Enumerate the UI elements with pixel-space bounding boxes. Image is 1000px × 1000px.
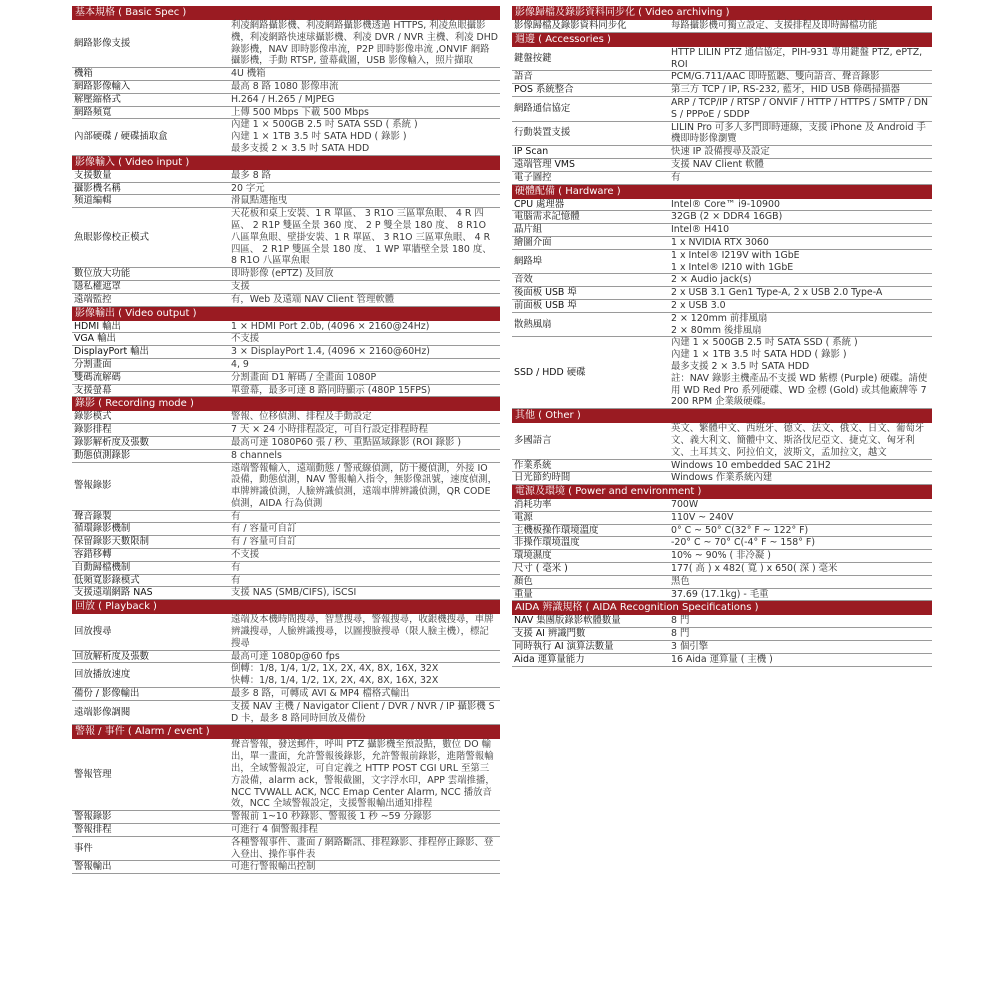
spec-section (72, 307, 500, 398)
spec-row (512, 159, 932, 172)
left-spec-column (72, 6, 500, 874)
spec-label: HDMI 輸出 (74, 320, 121, 332)
spec-row (512, 654, 932, 667)
spec-label: 遠端影像調閱 (74, 706, 131, 718)
spec-row (512, 20, 932, 33)
spec-label: 錄影排程 (74, 424, 112, 436)
spec-value: Intel® H410 (671, 224, 730, 236)
spec-label: IP Scan (514, 146, 549, 158)
spec-row (512, 576, 932, 589)
spec-row (72, 536, 500, 549)
spec-value: 遠端警報輸入，遠端動態 / 警戒線偵測，防干擾偵測，外接 IO 設備，動態偵測，NAV 警報輸入指令，無影像訊號，速度偵測，車牌辨識偵測，人臉辨識偵測，遠端車牌辨識偵測，QR CODE 偵測，AIDA 行為偵測 (231, 462, 497, 509)
spec-value: 1 x NVIDIA RTX 3060 (671, 236, 769, 248)
spec-value: 4U 機箱 (231, 68, 266, 80)
spec-row (72, 824, 500, 837)
spec-value: 有 / 容量可自訂 (231, 536, 297, 548)
spec-value: 滑鼠點選拖曳 (231, 195, 288, 207)
spec-row (72, 119, 500, 155)
spec-value: 支援 (231, 280, 250, 292)
spec-row (72, 268, 500, 281)
spec-label: 事件 (74, 842, 93, 854)
spec-label: 網路影像輸入 (74, 80, 131, 92)
spec-row (512, 237, 932, 250)
spec-value: 2 × 120mm 前排風扇 2 × 80mm 後排風扇 (671, 312, 768, 336)
spec-row (72, 183, 500, 196)
spec-value: 遠端及本機時間搜尋，智慧搜尋，警報搜尋，收銀機搜尋，車牌辨識搜尋，人臉辨識搜尋，以圖搜臉搜尋（限人臉主機），標記搜尋 (231, 614, 494, 649)
spec-label: 自動歸檔機制 (74, 561, 131, 573)
spec-row (72, 195, 500, 208)
spec-row (512, 287, 932, 300)
spec-row (512, 211, 932, 224)
spec-value: 可進行警報輸出控制 (231, 861, 316, 873)
spec-label: 支援螢幕 (74, 384, 112, 396)
spec-label: 魚眼影像校正模式 (74, 231, 150, 243)
spec-value: 3 × DisplayPort 1.4, (4096 × 2160@60Hz) (231, 346, 430, 358)
spec-row (72, 333, 500, 346)
spec-row (72, 463, 500, 511)
spec-value: 8 門 (671, 628, 690, 640)
spec-row (512, 472, 932, 485)
spec-row (512, 172, 932, 185)
spec-section (512, 409, 932, 485)
spec-value: 快速 IP 設備搜尋及設定 (671, 146, 770, 158)
spec-section (512, 185, 932, 410)
spec-row (72, 549, 500, 562)
spec-value: 1 × HDMI Port 2.0b, (4096 × 2160@24Hz) (231, 320, 430, 332)
spec-value: Intel® Core™ i9-10900 (671, 198, 780, 210)
spec-label: 低頻寬影錄模式 (74, 574, 140, 586)
spec-label: 分割畫面 (74, 358, 112, 370)
spec-row (72, 587, 500, 600)
spec-value: 1 x Intel® I219V with 1GbE 1 x Intel® I210 with 1GbE (671, 249, 800, 273)
spec-row (72, 346, 500, 359)
spec-label: 語音 (514, 71, 533, 83)
spec-row (512, 525, 932, 538)
spec-row (72, 437, 500, 450)
spec-value: Windows 作業系統內建 (671, 472, 773, 484)
spec-label: 網路通信協定 (514, 102, 571, 114)
spec-row (72, 663, 500, 688)
spec-row (72, 294, 500, 307)
spec-row (72, 811, 500, 824)
spec-value: 3 個引擎 (671, 641, 709, 653)
spec-label: 解壓縮格式 (74, 93, 121, 105)
section-header: 週邊 ( Accessories ) (512, 33, 932, 47)
spec-label: 動態偵測錄影 (74, 449, 131, 461)
spec-value: 有 (231, 510, 241, 522)
spec-value: 單螢幕，最多可達 8 路同時顯示 (480P 15FPS) (231, 384, 431, 396)
spec-section (72, 397, 500, 600)
section-header: 警報 / 事件 ( Alarm / event ) (72, 725, 500, 739)
spec-value: Windows 10 embedded SAC 21H2 (671, 459, 831, 471)
spec-row (512, 300, 932, 313)
spec-label: 環境濕度 (514, 550, 552, 562)
spec-value: 最多 8 路，可轉成 AVI & MP4 檔格式輸出 (231, 688, 410, 700)
spec-label: 隱私權遮罩 (74, 280, 121, 292)
spec-value: 每路攝影機可獨立設定、支援排程及即時歸檔功能 (671, 20, 878, 31)
spec-label: 回放搜尋 (74, 626, 112, 638)
spec-label: 電子圖控 (514, 171, 552, 183)
spec-value: 37.69 (17.1kg) - 毛重 (671, 588, 769, 600)
spec-value: 各種警報事件、畫面 / 網路斷訊、排程錄影、排程停止錄影、登入登出、操作事件表 (231, 836, 494, 860)
spec-row (512, 47, 932, 72)
spec-label: 前面板 USB 埠 (514, 299, 577, 311)
section-header: 其他 ( Other ) (512, 409, 932, 423)
spec-row (72, 170, 500, 183)
section-header: 影像歸檔及錄影資料同步化 ( Video archiving ) (512, 6, 932, 20)
spec-label: 顏色 (514, 575, 533, 587)
spec-row (72, 688, 500, 701)
spec-value: 內建 1 × 500GB 2.5 吋 SATA SSD ( 系統 ) 內建 1 × 1TB 3.5 吋 SATA HDD ( 錄影 ) 最多支援 2 × 3.5 吋 SATA HDD 註：NAV 錄影主機產品不支援 WD 紫標 (Purple) 硬碟。請使用 WD Red Pro 系列硬碟、WD 金標 (Gold) 或其他廠牌等 7200 RPM 企業級硬碟。 (671, 337, 928, 408)
spec-label: 遠端管理 VMS (514, 158, 575, 170)
spec-value: 最高可達 1080p@60 fps (231, 650, 340, 662)
spec-label: 循環錄影機制 (74, 523, 131, 535)
spec-label: 警報排程 (74, 824, 112, 836)
spec-row (72, 385, 500, 398)
spec-section (72, 725, 500, 874)
spec-label: 警報錄影 (74, 480, 112, 492)
section-header: 硬體配備 ( Hardware ) (512, 185, 932, 199)
spec-value: PCM/G.711/AAC 即時監聽、雙向語音、聲音錄影 (671, 71, 880, 83)
spec-value: ARP / TCP/IP / RTSP / ONVIF / HTTP / HTTPS / SMTP / DNS / PPPoE / SDDP (671, 96, 929, 120)
spec-value: 32GB (2 × DDR4 16GB) (671, 211, 783, 223)
spec-label: 數位放大功能 (74, 268, 131, 280)
spec-row (72, 701, 500, 726)
spec-label: POS 系統整合 (514, 84, 574, 96)
spec-row (512, 641, 932, 654)
spec-label: 機箱 (74, 68, 93, 80)
section-header: 回放 ( Playback ) (72, 600, 500, 614)
spec-label: 支援遠端網路 NAS (74, 587, 153, 599)
spec-label: 網路埠 (514, 255, 543, 267)
spec-section (512, 601, 932, 666)
spec-row (72, 20, 500, 68)
spec-label: 非操作環境溫度 (514, 537, 580, 549)
section-header: 錄影 ( Recording mode ) (72, 397, 500, 411)
spec-row (72, 614, 500, 650)
spec-value: 分割畫面 D1 解碼 / 全畫面 1080P (231, 371, 377, 383)
spec-label: 回放播放速度 (74, 669, 131, 681)
spec-row (72, 424, 500, 437)
spec-row (512, 146, 932, 159)
spec-label: 錄影模式 (74, 411, 112, 423)
spec-label: SSD / HDD 硬碟 (514, 366, 586, 378)
spec-section (72, 156, 500, 307)
spec-section (72, 6, 500, 156)
spec-row (72, 281, 500, 294)
spec-label: 保留錄影天數限制 (74, 536, 150, 548)
spec-row (512, 499, 932, 512)
spec-row (512, 199, 932, 212)
spec-value: 700W (671, 499, 699, 511)
spec-value: 警報前 1~10 秒錄影、警報後 1 秒 ~59 分錄影 (231, 811, 432, 823)
spec-row (72, 107, 500, 120)
spec-value: 上傳 500 Mbps 下載 500 Mbps (231, 106, 369, 118)
spec-value: 有 (231, 561, 241, 573)
spec-row (512, 460, 932, 473)
spec-value: 4, 9 (231, 358, 249, 370)
spec-label: 消耗功率 (514, 499, 552, 511)
spec-value: 20 字元 (231, 182, 265, 194)
section-header: 電源及環境 ( Power and environment ) (512, 485, 932, 499)
spec-value: 英文、繁體中文、西班牙、德文、法文、俄文、日文、葡萄牙文、義大利文、簡體中文、斯洛伐尼亞文、捷克文、匈牙利文、土耳其文、阿拉伯文，波斯文，孟加拉文，越文 (671, 423, 925, 458)
spec-label: VGA 輸出 (74, 333, 116, 345)
spec-row (72, 562, 500, 575)
spec-value: 支援 NAV 主機 / Navigator Client / DVR / NVR / IP 攝影機 SD 卡，最多 8 路同時回放及備份 (231, 700, 495, 724)
spec-row (512, 615, 932, 628)
section-header: AIDA 辨識規格 ( AIDA Recognition Specifications ) (512, 601, 932, 615)
spec-row (512, 512, 932, 525)
spec-value: 最高 8 路 1080 影像串流 (231, 80, 339, 92)
spec-row (512, 274, 932, 287)
spec-label: 晶片組 (514, 224, 543, 236)
right-spec-column (512, 6, 932, 667)
spec-row (512, 628, 932, 641)
spec-value: -20° C ~ 70° C(-4° F ~ 158° F) (671, 537, 815, 549)
spec-value: 不支援 (231, 333, 260, 345)
spec-section (512, 485, 932, 601)
section-header: 影像輸入 ( Video input ) (72, 156, 500, 170)
spec-label: 同時執行 AI 演算法數量 (514, 641, 614, 653)
spec-label: 散熱風扇 (514, 318, 552, 330)
spec-row (512, 563, 932, 576)
spec-label: 繪圖介面 (514, 236, 552, 248)
spec-row (512, 313, 932, 338)
spec-value: LILIN Pro 可多人多門即時連線，支援 iPhone 及 Android 手機即時影像瀏覽 (671, 121, 926, 145)
spec-label: 備份 / 影像輸出 (74, 688, 140, 700)
spec-label: 攝影機名稱 (74, 182, 121, 194)
spec-row (512, 537, 932, 550)
spec-row (72, 68, 500, 81)
spec-label: 鍵盤按鍵 (514, 52, 552, 64)
spec-value: 7 天 × 24 小時排程設定，可自行設定排程時程 (231, 424, 429, 436)
spec-row (72, 359, 500, 372)
spec-label: 網路頻寬 (74, 106, 112, 118)
spec-value: 黑色 (671, 575, 690, 587)
spec-label: 電源 (514, 511, 533, 523)
spec-value: 最多 8 路 (231, 169, 272, 181)
spec-value: 0° C ~ 50° C(32° F ~ 122° F) (671, 524, 809, 536)
spec-label: 日光節約時間 (514, 472, 571, 484)
spec-value: 8 門 (671, 615, 690, 627)
spec-value: 2 x USB 3.0 (671, 299, 726, 311)
spec-value: 2 x USB 3.1 Gen1 Type-A, 2 x USB 2.0 Type-A (671, 287, 883, 299)
spec-row (72, 511, 500, 524)
spec-row (512, 224, 932, 237)
spec-row (72, 94, 500, 107)
spec-label: 電腦需求記憶體 (514, 211, 580, 223)
spec-label: CPU 處理器 (514, 198, 565, 210)
spec-label: 遠端監控 (74, 293, 112, 305)
spec-label: 網路影像支援 (74, 37, 131, 49)
spec-row (72, 411, 500, 424)
spec-row (512, 71, 932, 84)
spec-value: 支援 NAS (SMB/CIFS), iSCSI (231, 587, 357, 599)
spec-section (512, 33, 932, 185)
spec-row (512, 122, 932, 147)
spec-row (512, 250, 932, 275)
spec-label: 警報輸出 (74, 861, 112, 873)
spec-section (512, 6, 932, 33)
spec-label: 尺寸 ( 毫米 ) (514, 563, 568, 575)
spec-value: 第三方 TCP / IP, RS-232, 藍牙，HID USB 條碼掃描器 (671, 84, 900, 96)
spec-value: 最高可達 1080P60 張 / 秒、重點區域錄影 (ROI 錄影 ) (231, 436, 462, 448)
spec-row (512, 97, 932, 122)
spec-value: 8 channels (231, 449, 282, 461)
spec-label: 音效 (514, 274, 533, 286)
spec-value: HTTP LILIN PTZ 通信協定，PIH-931 專用鍵盤 PTZ, ePTZ, ROI (671, 46, 926, 70)
spec-value: 有 / 容量可自訂 (231, 523, 297, 535)
spec-value: 可進行 4 個警報排程 (231, 824, 318, 836)
spec-label: 回放解析度及張數 (74, 650, 150, 662)
spec-label: NAV 集團版錄影軟體數量 (514, 615, 621, 627)
spec-label: 內部硬碟 / 硬碟插取盒 (74, 131, 168, 143)
spec-label: 支援 AI 辨識門數 (514, 628, 586, 640)
spec-row (72, 837, 500, 862)
spec-value: 利凌網路攝影機、利凌網路攝影機透過 HTTPS, 利凌魚眼攝影機，利凌網路快速球攝影機、利凌 DVR / NVR 主機、利凌 DHD 錄影機，NAV 即時影像串流，P2P 即時影像串流 ,ONVIF 網路攝影機，手動 RTSP, 螢幕截圖，USB 影像輸入，照片擷取 (231, 20, 501, 67)
spec-value: 不支援 (231, 549, 260, 561)
spec-row (512, 337, 932, 409)
spec-row (512, 84, 932, 97)
spec-row (72, 739, 500, 811)
spec-value: 110V ~ 240V (671, 511, 734, 523)
spec-label: 作業系統 (514, 459, 552, 471)
spec-label: 重量 (514, 588, 533, 600)
spec-value: 有，Web 及遠端 NAV Client 管理軟體 (231, 293, 395, 305)
spec-label: DisplayPort 輸出 (74, 346, 149, 358)
spec-row (512, 589, 932, 602)
spec-value: 有 (231, 574, 241, 586)
spec-row (72, 523, 500, 536)
spec-label: 後面板 USB 埠 (514, 287, 577, 299)
spec-value: 177( 高 ) x 482( 寬 ) x 650( 深 ) 毫米 (671, 563, 838, 575)
section-header: 影像輸出 ( Video output ) (72, 307, 500, 321)
spec-row (72, 450, 500, 463)
spec-label: Aida 運算量能力 (514, 653, 585, 665)
spec-value: 10% ~ 90% ( 非冷凝 ) (671, 550, 771, 562)
spec-label: 行動裝置支援 (514, 127, 571, 139)
spec-label: 雙碼流解碼 (74, 371, 121, 383)
spec-row (72, 208, 500, 268)
spec-row (72, 861, 500, 874)
spec-label: 警報管理 (74, 768, 112, 780)
section-header: 基本規格 ( Basic Spec ) (72, 6, 500, 20)
spec-label: 錄影解析度及張數 (74, 436, 150, 448)
spec-label: 頻道編輯 (74, 195, 112, 207)
spec-label: 影像歸檔及錄影資料同步化 (514, 20, 627, 31)
spec-section (72, 600, 500, 725)
spec-value: 16 Aida 運算量 ( 主機 ) (671, 653, 773, 665)
spec-value: 支援 NAV Client 軟體 (671, 158, 764, 170)
spec-label: 支援數量 (74, 169, 112, 181)
spec-value: 警報、位移偵測、排程及手動設定 (231, 411, 372, 423)
spec-label: 多國語言 (514, 434, 552, 446)
spec-label: 警報錄影 (74, 811, 112, 823)
spec-row (72, 651, 500, 664)
spec-row (512, 550, 932, 563)
spec-value: 即時影像 (ePTZ) 及回放 (231, 268, 334, 280)
spec-label: 主機板操作環境溫度 (514, 524, 599, 536)
spec-row (72, 575, 500, 588)
spec-row (512, 423, 932, 459)
spec-value: 有 (671, 171, 681, 183)
spec-value: 天花板和桌上安裝、1 R 單區、 3 R1O 三區單魚眼、 4 R 四區、 2 R1P 雙區全景 360 度、 2 P 雙全景 180 度、 8 R1O 八區單魚眼、壁掛安裝、1 R 單區、 3 R1O 三區單魚眼、 4 R 四區、 2 R1P 雙區全景 180 度、 1 WP 單牆壁全景 180 度、 8 R1O 八區單魚眼 (231, 208, 495, 267)
spec-row (72, 372, 500, 385)
spec-row (72, 81, 500, 94)
spec-label: 聲音錄製 (74, 510, 112, 522)
spec-label: 容錯移轉 (74, 549, 112, 561)
spec-row (72, 321, 500, 334)
spec-value: 聲音警報，發送郵件，呼叫 PTZ 攝影機至預設點，數位 DO 輸出，單一畫面，允許警報後錄影，允許警報前錄影，進階警報輸出，全域警報設定，可自定義之 HTTP POST CGI URL 至第三方設備，alarm ack，警報截圖，文字浮水印，APP 雲端推播，NCC TVWALL ACK, NCC Emap Center Alarm, NCC 播放音效，NCC 全域警報設定，支援警報輸出通知排程 (231, 739, 495, 810)
spec-value: 2 × Audio jack(s) (671, 274, 752, 286)
spec-value: H.264 / H.265 / MJPEG (231, 93, 335, 105)
spec-value: 倒轉：1/8, 1/4, 1/2, 1X, 2X, 4X, 8X, 16X, 32X 快轉：1/8, 1/4, 1/2, 1X, 2X, 4X, 8X, 16X, 32X (231, 663, 439, 687)
spec-value: 內建 1 × 500GB 2.5 吋 SATA SSD ( 系統 ) 內建 1 × 1TB 3.5 吋 SATA HDD ( 錄影 ) 最多支援 2 × 3.5 吋 SATA HDD (231, 119, 418, 154)
